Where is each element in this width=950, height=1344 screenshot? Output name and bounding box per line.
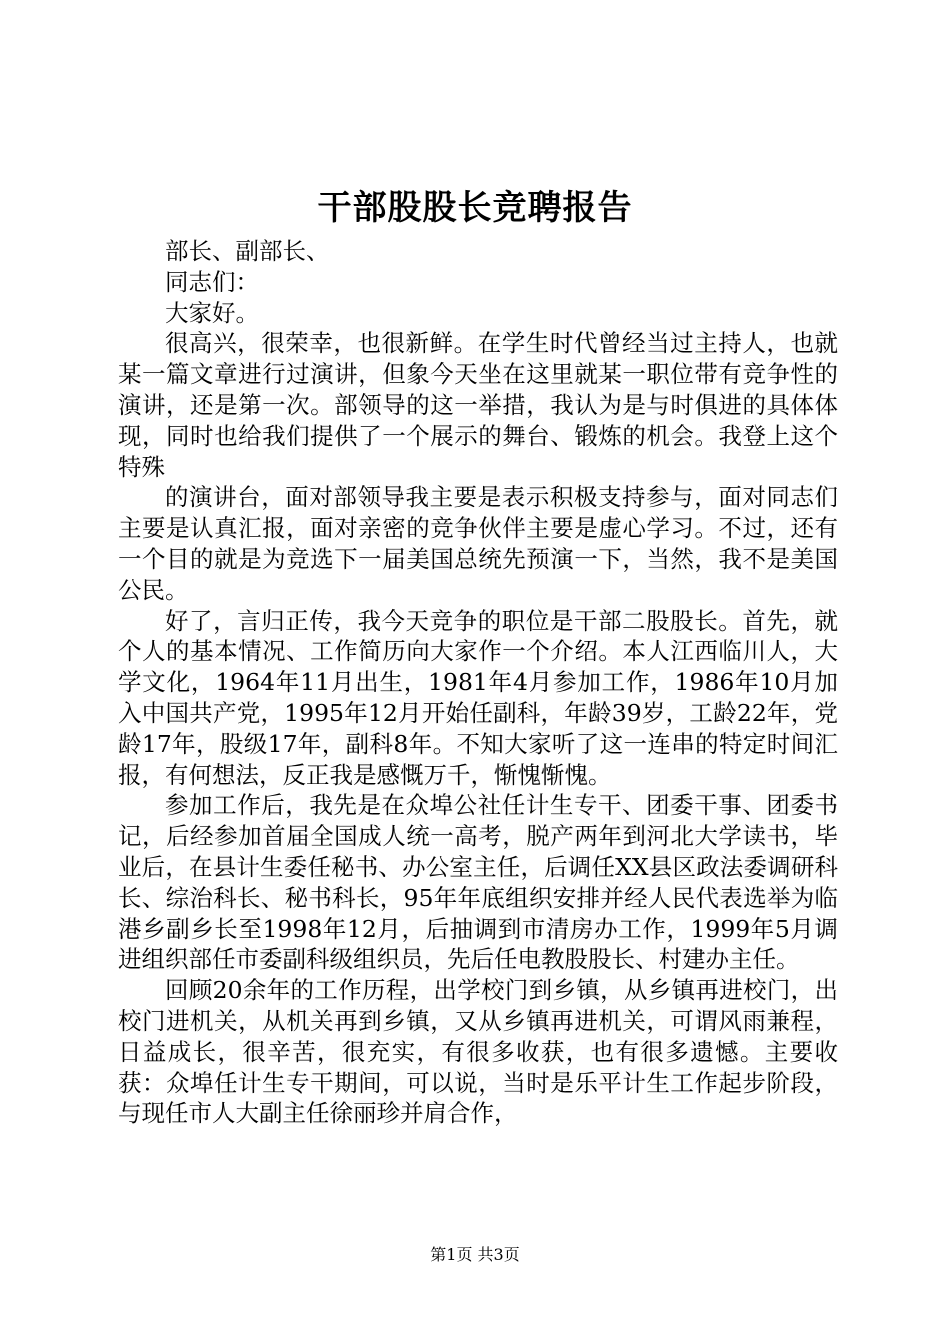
paragraph-purpose: 的演讲台，面对部领导我主要是表示积极支持参与，面对同志们主要是认真汇报，面对亲密的竞争伙伴主要是虚心学习。不过，还有一个目的就是为竞选下一届美国总统先预演一下，当然，我不是美国公民。: [118, 483, 838, 604]
greeting: 大家好。: [165, 298, 259, 327]
salutation-leaders: 部长、副部长、: [165, 237, 330, 265]
paragraph-intro: 很高兴，很荣幸，也很新鲜。在学生时代曾经当过主持人，也就某一篇文章进行过演讲，但象今天坐在这里就某一职位带有竞争性的演讲，还是第一次。部领导的这一举措，我认为是与时俱进的具体体现，同时也给我们提供了一个展示的舞台、锻炼的机会。我登上这个特殊: [118, 329, 838, 481]
paragraph-background: 好了，言归正传，我今天竞争的职位是干部二股股长。首先，就个人的基本情况、工作简历向大家作一个介绍。本人江西临川人，大学文化，1964年11月出生，1981年4月参加工作，1986年10月加入中国共产党，1995年12月开始任副科，年龄39岁，工龄22年，党龄17年，股级17年，副科8年。不知大家听了这一连串的特定时间汇报，有何想法，反正我是感慨万千，惭愧惭愧。: [118, 606, 838, 789]
document-body: [118, 236, 838, 1129]
page-number-footer: 第1页 共3页: [430, 1245, 520, 1264]
salutation-comrades: 同志们：: [165, 267, 259, 296]
document-title: 干部股股长竞聘报告: [317, 188, 633, 228]
paragraph-review: 回顾20余年的工作历程，出学校门到乡镇，从乡镇再进校门，出校门进机关，从机关再到乡镇，又从乡镇再进机关，可谓风雨兼程，日益成长，很辛苦，很充实，有很多收获，也有很多遗憾。主要收获：众埠任计生专干期间，可以说，当时是乐平计生工作起步阶段，与现任市人大副主任徐丽珍并肩合作，: [118, 976, 838, 1128]
paragraph-work-history: 参加工作后，我先是在众埠公社任计生专干、团委干事、团委书记，后经参加首届全国成人统一高考，脱产两年到河北大学读书，毕业后，在县计生委任秘书、办公室主任，后调任XX县区政法委调研科长、综治科长、秘书科长，95年年底组织安排并经人民代表选举为临港乡副乡长至1998年12月，后抽调到市清房办工作，1999年5月调进组织部任市委副科级组织员，先后任电教股股长、村建办主任。: [118, 791, 838, 974]
